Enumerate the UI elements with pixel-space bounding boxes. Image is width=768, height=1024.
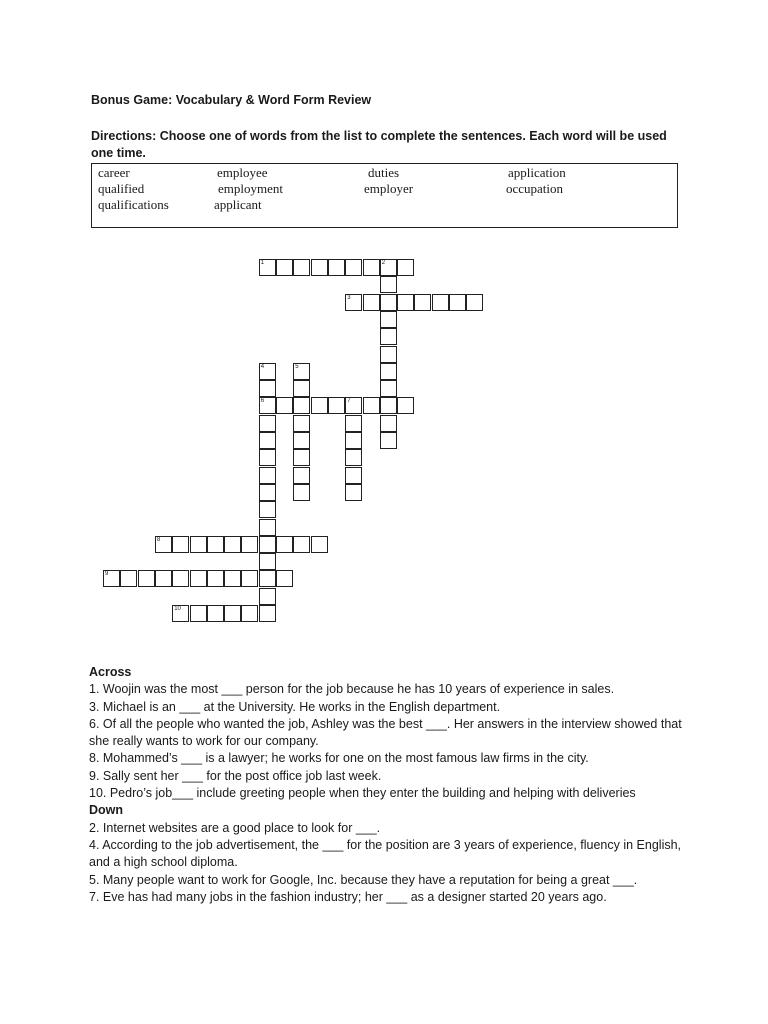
crossword-cell[interactable]: [276, 570, 293, 587]
crossword-cell[interactable]: [207, 536, 224, 553]
crossword-cell[interactable]: [259, 588, 276, 605]
crossword-cell[interactable]: [328, 397, 345, 414]
crossword-cell[interactable]: [259, 467, 276, 484]
crossword-cell[interactable]: [311, 259, 328, 276]
crossword-cell[interactable]: [414, 294, 431, 311]
crossword-cell[interactable]: [276, 536, 293, 553]
word-bank: [91, 163, 678, 228]
crossword-cell[interactable]: [172, 605, 189, 622]
word-bank-word: applicant: [214, 197, 262, 212]
crossword-cell[interactable]: [293, 259, 310, 276]
down-clue-4: 4. According to the job advertisement, the ___ for the position are 3 years of experience, fluency in English, and a high school diploma.: [89, 837, 682, 870]
crossword-cell[interactable]: [293, 536, 310, 553]
crossword-cell[interactable]: [293, 449, 310, 466]
crossword-cell[interactable]: [397, 259, 414, 276]
crossword-cell[interactable]: [380, 259, 397, 276]
crossword-cell[interactable]: [259, 553, 276, 570]
crossword-cell[interactable]: [380, 276, 397, 293]
crossword-cell[interactable]: [345, 294, 362, 311]
crossword-cell[interactable]: [259, 363, 276, 380]
crossword-cell[interactable]: [207, 605, 224, 622]
crossword-cell[interactable]: [293, 415, 310, 432]
crossword-cell[interactable]: [293, 467, 310, 484]
crossword-cell[interactable]: [190, 605, 207, 622]
across-clue-3: 3. Michael is an ___ at the University. He works in the English department.: [89, 699, 501, 714]
word-bank-word: employment: [218, 181, 283, 196]
worksheet-title: Bonus Game: Vocabulary & Word Form Review: [91, 93, 372, 107]
down-clue-5: 5. Many people want to work for Google, Inc. because they have a reputation for being a great ___.: [89, 872, 638, 887]
crossword-cell[interactable]: [466, 294, 483, 311]
crossword-cell[interactable]: [363, 397, 380, 414]
word-bank-word: qualifications: [98, 197, 169, 212]
crossword-cell[interactable]: [259, 397, 276, 414]
crossword-cell[interactable]: [293, 380, 310, 397]
crossword-cell[interactable]: [345, 484, 362, 501]
crossword-cell[interactable]: [259, 432, 276, 449]
crossword-cell[interactable]: [311, 397, 328, 414]
crossword-cell[interactable]: [449, 294, 466, 311]
crossword-cell[interactable]: [380, 363, 397, 380]
across-clue-8: 8. Mohammed’s ___ is a lawyer; he works for one on the most famous law firms in the city.: [89, 751, 589, 766]
down-heading: Down: [89, 803, 124, 818]
crossword-cell[interactable]: [259, 570, 276, 587]
word-bank-word: qualified: [98, 181, 145, 196]
down-clue-7: 7. Eve has had many jobs in the fashion industry; her ___ as a designer started 20 years ago.: [89, 889, 607, 904]
crossword-cell[interactable]: [345, 259, 362, 276]
directions-text: Directions: Choose one of words from the list to complete the sentences. Each word will be used one time.: [91, 129, 667, 160]
across-heading: Across: [89, 665, 132, 679]
crossword-cell[interactable]: [380, 346, 397, 363]
clue-number: 4: [260, 363, 265, 370]
crossword-cell[interactable]: [380, 415, 397, 432]
crossword-cell[interactable]: [276, 259, 293, 276]
crossword-cell[interactable]: [311, 536, 328, 553]
crossword-cell[interactable]: [293, 484, 310, 501]
crossword-cell[interactable]: [363, 294, 380, 311]
crossword-cell[interactable]: [259, 449, 276, 466]
crossword-cell[interactable]: [172, 570, 189, 587]
clue-number: 10: [174, 606, 181, 612]
crossword-cell[interactable]: [345, 467, 362, 484]
clue-number: 2: [381, 260, 386, 266]
clue-number: 5: [295, 363, 299, 370]
crossword-cell[interactable]: [155, 536, 172, 553]
across-clue-6: 6. Of all the people who wanted the job, Ashley was the best ___. Her answers in the interview showed that she really wants to work for our company.: [89, 716, 682, 749]
crossword-cell[interactable]: [224, 570, 241, 587]
crossword-cell[interactable]: [363, 259, 380, 276]
clue-number: 7: [347, 398, 351, 405]
crossword-cell[interactable]: [432, 294, 449, 311]
word-bank-word: employee: [217, 165, 268, 180]
crossword-cell[interactable]: [293, 397, 310, 414]
crossword-cell[interactable]: [190, 536, 207, 553]
crossword-cell[interactable]: [241, 570, 258, 587]
across-clue-9: 9. Sally sent her ___ for the post office job last week.: [89, 768, 382, 783]
crossword-cell[interactable]: [345, 397, 362, 414]
crossword-cell[interactable]: [293, 363, 310, 380]
crossword-cell[interactable]: [397, 294, 414, 311]
crossword-cell[interactable]: [380, 328, 397, 345]
clues-section: [89, 664, 689, 906]
crossword-cell[interactable]: [380, 432, 397, 449]
crossword-cell[interactable]: [345, 432, 362, 449]
crossword-cell[interactable]: [259, 501, 276, 518]
crossword-cell[interactable]: [241, 605, 258, 622]
crossword-cell[interactable]: [259, 484, 276, 501]
crossword-cell[interactable]: [103, 570, 120, 587]
clue-number: 1: [260, 260, 265, 266]
crossword-cell[interactable]: [397, 397, 414, 414]
crossword-cell[interactable]: [276, 397, 293, 414]
crossword-cell[interactable]: [259, 415, 276, 432]
down-clue-2: 2. Internet websites are a good place to look for ___.: [89, 820, 381, 835]
crossword-cell[interactable]: [155, 570, 172, 587]
crossword-cell[interactable]: [259, 380, 276, 397]
crossword-cell[interactable]: [380, 397, 397, 414]
crossword-cell[interactable]: [259, 519, 276, 536]
crossword-cell[interactable]: [345, 415, 362, 432]
word-bank-word: duties: [368, 165, 400, 180]
across-clue-10: 10. Pedro’s job___ include greeting people when they enter the building and helping with deliveries: [89, 786, 636, 801]
word-bank-word: occupation: [506, 181, 564, 196]
crossword-cell[interactable]: [138, 570, 155, 587]
crossword-cell[interactable]: [224, 536, 241, 553]
crossword-cell[interactable]: [259, 259, 276, 276]
crossword-cell[interactable]: [380, 380, 397, 397]
crossword-cell[interactable]: [380, 294, 397, 311]
crossword-cell[interactable]: [345, 449, 362, 466]
crossword-cell[interactable]: [224, 605, 241, 622]
word-bank-word: career: [98, 165, 130, 180]
across-clue-1: 1. Woojin was the most ___ person for the job because he has 10 years of experience in sales.: [89, 682, 615, 697]
crossword-cell[interactable]: [328, 259, 345, 276]
crossword-cell[interactable]: [259, 605, 276, 622]
crossword-cell[interactable]: [241, 536, 258, 553]
crossword-cell[interactable]: [293, 432, 310, 449]
clue-number: 8: [156, 536, 161, 543]
clue-number: 9: [105, 571, 109, 578]
crossword-cell[interactable]: [120, 570, 137, 587]
crossword-cell[interactable]: [172, 536, 189, 553]
crossword-cell[interactable]: [259, 536, 276, 553]
word-bank-word: application: [508, 165, 566, 180]
word-bank-word: employer: [364, 181, 414, 196]
crossword-cell[interactable]: [207, 570, 224, 587]
clue-number: 3: [347, 294, 351, 301]
clue-number: 6: [260, 398, 265, 405]
crossword-cell[interactable]: [380, 311, 397, 328]
crossword-cell[interactable]: [190, 570, 207, 587]
